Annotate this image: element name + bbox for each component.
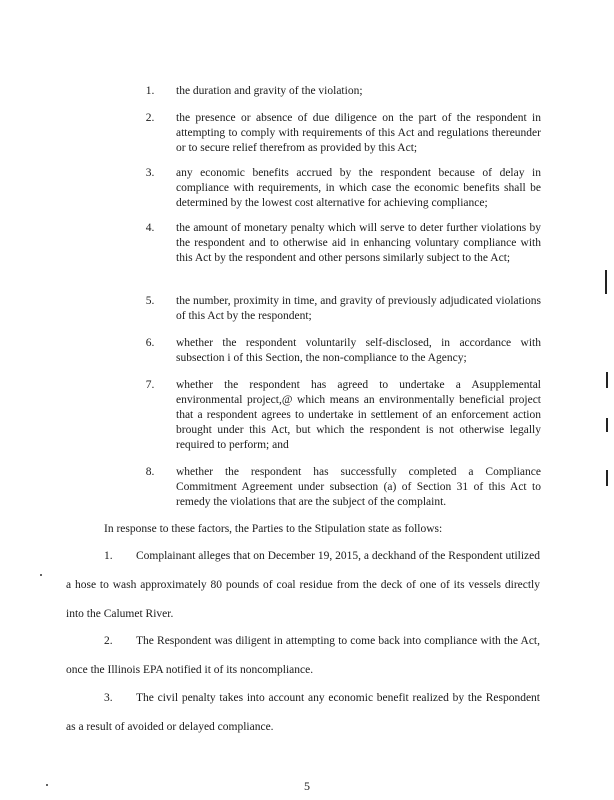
paragraph-text: Complainant alleges that on December 19, 2015, a deckhand of the Respondent utilized a hose to wash approximately 80 pounds of coal residue from the deck of one of its vessels directly into the Calumet River. (66, 550, 540, 620)
scan-edge-mark (606, 470, 608, 486)
intro-sentence: In response to these factors, the Parties to the Stipulation state as follows: (104, 523, 443, 535)
paragraph-text: The civil penalty takes into account any economic benefit realized by the Respondent as a result of avoided or delayed compliance. (66, 692, 540, 733)
list-item-number: 4. (145, 222, 155, 234)
list-item-text: any economic benefits accrued by the respondent because of delay in compliance with requirements, in which case the economic benefits shall be determined by the lowest cost alternative for achieving compliance; (176, 167, 541, 209)
paragraph-number: 2. (104, 635, 113, 647)
list-item-number: 2. (145, 112, 155, 124)
numbered-paragraph (66, 627, 540, 685)
list-item-text: whether the respondent voluntarily self-disclosed, in accordance with subsection i of this Section, the non-compliance to the Agency; (176, 337, 541, 364)
list-item-text: whether the respondent has successfully completed a Compliance Commitment Agreement under subsection (a) of Section 31 of this Act to remedy the violations that are the subject of the complaint. (176, 466, 541, 508)
list-item-text: the number, proximity in time, and gravity of previously adjudicated violations of this Act by the respondent; (176, 295, 541, 322)
list-item-number: 5. (145, 295, 155, 307)
list-item-text: the duration and gravity of the violation; (176, 85, 363, 97)
scan-edge-mark (606, 372, 608, 388)
list-item-number: 6. (145, 337, 155, 349)
list-item-text: the amount of monetary penalty which will serve to deter further violations by the respondent and to otherwise aid in enhancing voluntary compliance with this Act by the respondent and other persons similarly subject to the Act; (176, 222, 541, 264)
list-item-text: whether the respondent has agreed to undertake a Asupplemental environmental project,@ which means an environmentally beneficial project that a respondent agrees to undertake in settlement of an enforcement action brought under this Act, but which the respondent is not otherwise legally required to perform; and (176, 379, 541, 451)
list-item-number: 7. (145, 379, 155, 391)
paragraph-text: The Respondent was diligent in attempting to come back into compliance with the Act, once the Illinois EPA notified it of its noncompliance. (66, 635, 540, 676)
list-item-text: the presence or absence of due diligence on the part of the respondent in attempting to comply with requirements of this Act and regulations thereunder or to secure relief therefrom as provided by this Act; (176, 112, 541, 154)
scan-speck (40, 574, 42, 576)
list-item-number: 1. (145, 85, 155, 97)
paragraph-number: 1. (104, 550, 113, 562)
paragraph-number: 3. (104, 692, 113, 704)
scan-edge-mark (606, 418, 608, 432)
list-item-number: 3. (145, 167, 155, 179)
page-number: 5 (304, 779, 310, 793)
numbered-paragraph (66, 542, 540, 629)
list-item-number: 8. (145, 466, 155, 478)
numbered-paragraph (66, 684, 540, 742)
scan-speck (46, 784, 48, 786)
scan-edge-mark (605, 270, 607, 294)
